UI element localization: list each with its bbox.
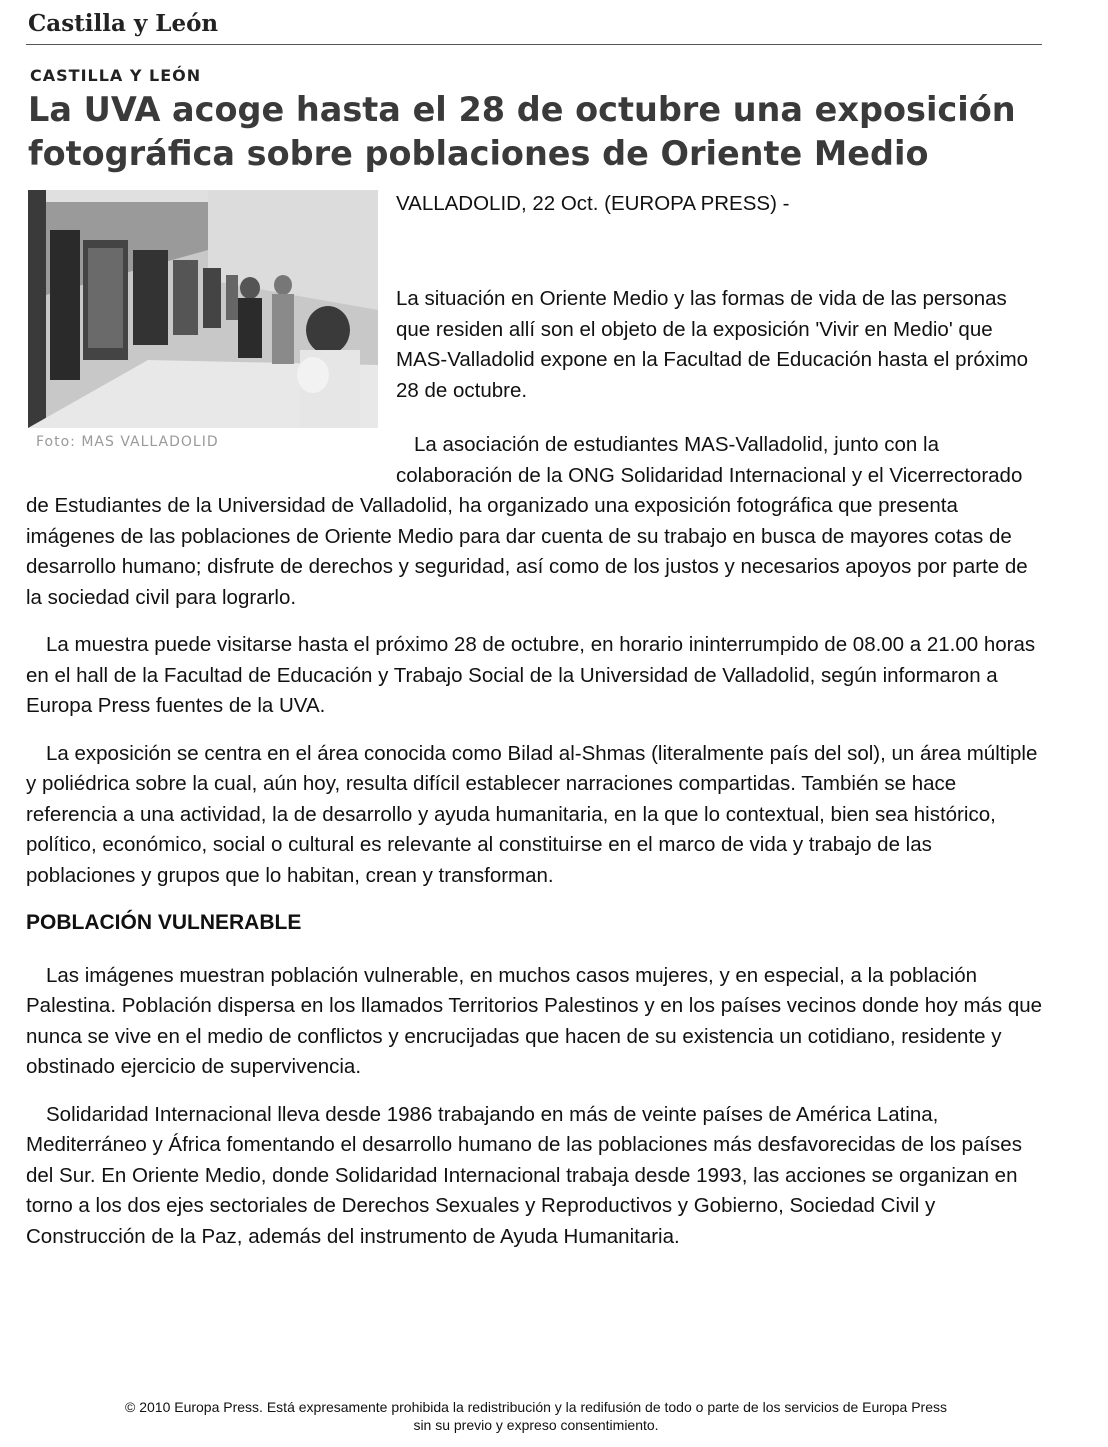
body-paragraph: La exposición se centra en el área conocida como Bilad al-Shmas (literalmente país del sol), un área múltiple y poliédrica sobre la cual, aún hoy, resulta difícil establecer narraciones compartidas. También se hace referencia a una actividad, la de desarrollo y ayuda humanitaria, en la que lo contextual, bien sea histórico, político, económico, social o cultural es relevante al constituirse en el marco de vida y trabajo de las poblaciones y grupos que lo habitan, crean y transforman.: [26, 741, 1038, 887]
headline: La UVA acoge hasta el 28 de octubre una exposición fotográfica sobre poblaciones de Oriente Medio: [28, 90, 1016, 173]
body-paragraph: Solidaridad Internacional lleva desde 1986 trabajando en más de veinte países de América Latina, Mediterráneo y África fomentando el desarrollo humano de las poblaciones más desfavorecidas de los países del Sur. En Oriente Medio, donde Solidaridad Internacional trabaja desde 1993, las acciones se organizan en torno a los dos ejes sectoriales de Derechos Sexuales y Reproductivos y Gobierno, Sociedad Civil y Construcción de la Paz, además del instrumento de Ayuda Humanitaria.: [26, 1102, 1022, 1248]
photo-caption-space: [26, 430, 396, 490]
subheading: POBLACIÓN VULNERABLE: [26, 911, 302, 934]
body-paragraph: La muestra puede visitarse hasta el próximo 28 de octubre, en horario ininterrumpido de 08.00 a 21.00 horas en el hall de la Facultad de Educación y Trabajo Social de la Universidad de Valladolid, según informaron a Europa Press fuentes de la UVA.: [26, 633, 1036, 717]
intro-paragraph: La situación en Oriente Medio y las formas de vida de las personas que residen allí son el objeto de la exposición 'Vivir en Medio' que MAS-Valladolid expone en la Facultad de Educación hasta el próximo 28 de octubre.: [396, 287, 1029, 402]
exhibition-photo: [28, 190, 378, 428]
body-paragraph: Las imágenes muestran población vulnerable, en muchos casos mujeres, y en especial, a la población Palestina. Población dispersa en los llamados Territorios Palestinos y en los países vecinos donde hoy más que nunca se vive en el medio de conflictos y encrucijadas que hacen de su existencia un cotidiano, residente y obstinado ejercicio de supervivencia.: [26, 963, 1043, 1078]
photo-credit: Foto: MAS VALLADOLID: [36, 434, 219, 450]
footer-line-1: © 2010 Europa Press. Está expresamente prohibida la redistribución y la redifusión de todo o parte de los servicios de Europa Press: [125, 1399, 947, 1415]
kicker: CASTILLA Y LEÓN: [30, 66, 202, 85]
copyright-footer: [26, 1398, 1046, 1434]
exhibition-photo-graphic: [28, 190, 378, 428]
header-rule: [26, 44, 1042, 45]
body-paragraph: La asociación de estudiantes MAS-Valladolid, junto con la colaboración de la ONG Solidaridad Internacional y el Vicerrectorado de Estudiantes de la Universidad de Valladolid, ha organizado una exposición fotográfica que presenta imágenes de las poblaciones de Oriente Medio para dar cuenta de su trabajo en busca de mayores cotas de desarrollo humano; disfrute de derechos y seguridad, así como de los justos y necesarios apoyos por parte de la sociedad civil para lograrlo.: [26, 433, 1028, 609]
article-body: [26, 430, 1046, 1269]
section-header: Castilla y León: [28, 10, 219, 37]
dateline: VALLADOLID, 22 Oct. (EUROPA PRESS) -: [396, 192, 790, 215]
footer-line-2: sin su previo y expreso consentimiento.: [413, 1417, 659, 1433]
